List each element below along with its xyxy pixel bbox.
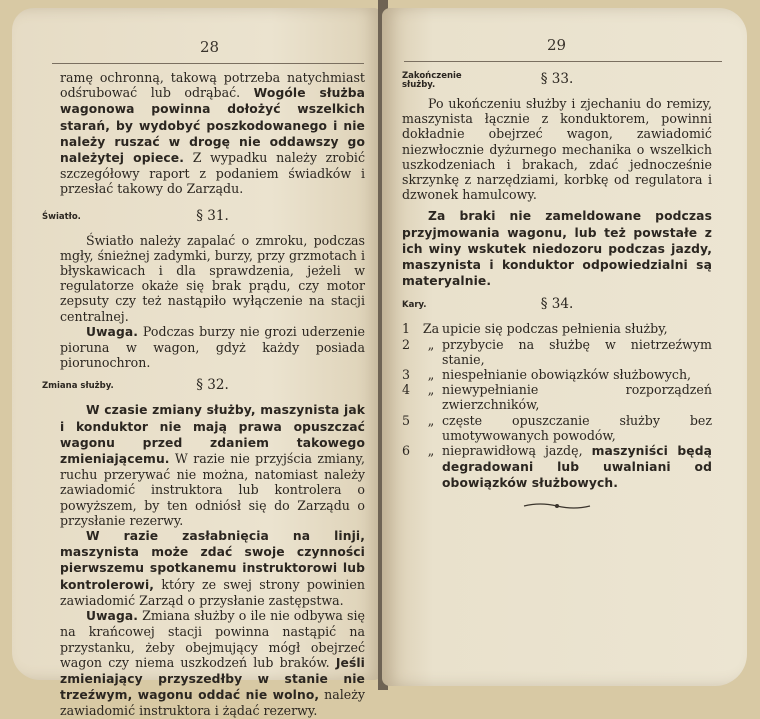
penalty-item-prefix: „: [427, 412, 435, 428]
paragraph-liability: [402, 208, 712, 289]
text-run: W razie nie przyjścia zmiany, ruchu przerywać nie można, natomiast należy zawiadomić instruktora lub kontrolera o powyższem, by ten odniósł się do Zarządu o przysłanie rezerwy.: [60, 451, 365, 528]
bold-text-run: W razie zasłabnięcia na linji, maszynista może zdać swoje czynności pierwszemu spotkanemu instruktorowi lub kontrolerowi,: [60, 529, 365, 592]
penalty-item-text: [442, 443, 712, 492]
penalty-item-prefix: „: [427, 443, 435, 459]
penalty-item-prefix: Za: [422, 321, 440, 337]
penalty-item: [402, 443, 712, 492]
paragraph-end-of-service: Po ukończeniu służby i zjechaniu do remizy, maszynista łącznie z konduktorem, powinni dokładnie obejrzeć wagon, zawiadomić niezwłocznie dyżurnego mechanika o wszelkich uszkodzeniach i brakach, zdać jednocześnie skrzynkę z narzędziami, korbkę od regulatora i dzwonek hamulcowy.: [402, 96, 712, 203]
paragraph-illness: [60, 528, 365, 608]
penalty-item: [402, 337, 712, 367]
penalty-item: [402, 367, 712, 382]
penalty-item-number: 3: [402, 367, 411, 383]
penalty-item-number: 6: [402, 443, 411, 459]
left-text-block: [42, 70, 366, 719]
penalty-item-bold: maszyniści będą degradowani lub uwalniani od obowiązków służbowych.: [442, 444, 712, 491]
header-rule-right: [404, 61, 722, 62]
side-heading-light: Światło.: [42, 211, 81, 222]
liability-text: Za braki nie zameldowane podczas przyjmowania wagonu, lub też powstałe z ich winy wskutek niedozoru podczas jazdy, maszynista i konduktor odpowiedzialni są materyalnie.: [402, 209, 712, 289]
paragraph-continuation: [60, 70, 365, 197]
paragraph-light-note: [60, 324, 365, 371]
penalty-item: [402, 321, 712, 336]
page-number-left: 28: [200, 38, 220, 56]
text-run: Z wypadku należy zrobić szczegółowy raport z podaniem świadków i przesłać takowy do Zarządu.: [60, 150, 365, 197]
penalty-item: [402, 413, 712, 443]
section-number-31: § 31.: [196, 207, 229, 224]
penalty-item-text: [442, 382, 712, 412]
bold-text-run: Wogóle służba wagonowa powinna dołożyć wszelkich starań, by wydobyć poszkodowanego i nie należy ruszać w drogę nie oddawszy go należytej opiece.: [60, 86, 366, 166]
side-heading-penalties: Kary.: [402, 300, 427, 311]
penalty-item-plain: częste opuszczanie służby bez umotywowanych powodów,: [442, 412, 712, 443]
page-number-right: 29: [547, 36, 567, 54]
penalty-item: [402, 382, 712, 412]
end-ornament: [402, 500, 712, 515]
section-34-heading: [402, 295, 712, 317]
section-33-heading: [402, 70, 712, 92]
penalty-item-text: [442, 367, 712, 382]
penalty-item-prefix: „: [427, 336, 435, 352]
side-heading-end-of-service: Zakończenie służby.: [402, 71, 462, 90]
bold-text-run: W czasie zmiany służby, maszynista jak i konduktor nie mają prawa opuszczać wagonu przed zdaniem takowego zmieniającemu.: [60, 403, 365, 467]
header-rule-left: [52, 63, 364, 64]
section-31-heading: [42, 207, 365, 229]
penalty-item-plain: niewypełnianie rozporządzeń zwierzchników,: [442, 382, 712, 413]
bold-text-run: Jeśli zmieniający przyszedłby w stanie nie trzeźwym, wagonu oddać nie wolno,: [60, 655, 365, 703]
fleuron-icon: [522, 501, 592, 511]
section-32-heading: [42, 376, 365, 398]
penalty-item-plain: upicie się podczas pełnienia służby,: [442, 321, 668, 337]
penalty-item-number: 2: [402, 336, 411, 352]
text-run: należy zawiadomić instruktora i żądać rezerwy.: [60, 687, 365, 719]
section-number-33: § 33.: [540, 71, 574, 87]
penalty-item-number: 4: [402, 382, 411, 398]
text-run: Zmiana służby o ile nie odbywa się na krańcowej stacji powinna nastąpić na przystanku, żeby obejmujący mógł obejrzeć wagon czy niema uszkodzeń lub braków.: [60, 608, 365, 670]
penalty-item-plain: niespełnianie obowiązków służbowych,: [442, 367, 692, 383]
penalty-item-text: [442, 413, 712, 443]
penalty-item-text: [442, 321, 712, 336]
left-page: [12, 8, 382, 719]
paragraph-light-rules: Światło należy zapalać o zmroku, podczas mgły, śnieżnej zadymki, burzy, przy grzmotach i błyskawicach i dla sprawdzenia, jeżeli w regulatorze okaże się brak prądu, czy motor zepsuty czy też nastąpiło wyłączenie na stacji centralnej.: [60, 232, 365, 324]
paragraph-shift-change: [60, 402, 365, 528]
text-run: który ze swej strony powinien zawiadomić Zarząd o przysłanie zastępstwa.: [60, 576, 365, 608]
penalty-item-prefix: „: [427, 382, 435, 398]
penalty-item-plain: przybycie na służbę w nietrzeźwym stanie,: [442, 336, 712, 367]
penalty-list: [402, 321, 712, 491]
penalty-item-prefix: „: [427, 367, 435, 383]
section-number-32: § 32.: [196, 377, 229, 394]
penalty-item-text: [442, 337, 712, 367]
penalty-item-number: 1: [402, 321, 411, 337]
penalty-item-number: 5: [402, 412, 411, 428]
right-page: [382, 8, 747, 686]
bold-text-run: Uwaga.: [86, 609, 139, 624]
note-label: Uwaga.: [86, 324, 139, 339]
section-number-34: § 34.: [540, 296, 574, 313]
side-heading-shift-change: Zmiana służby.: [42, 381, 114, 392]
right-text-block: [402, 70, 712, 515]
paragraph-shift-note: [60, 608, 365, 718]
penalty-item-plain: nieprawidłową jazdę,: [442, 443, 592, 459]
note-text: Podczas burzy nie grozi uderzenie pioruna w wagon, gdyż każdy posiada piorunochron.: [60, 323, 365, 371]
text-run: ramę ochronną, takową potrzeba natychmiast odśrubować lub odrąbać.: [60, 70, 365, 101]
